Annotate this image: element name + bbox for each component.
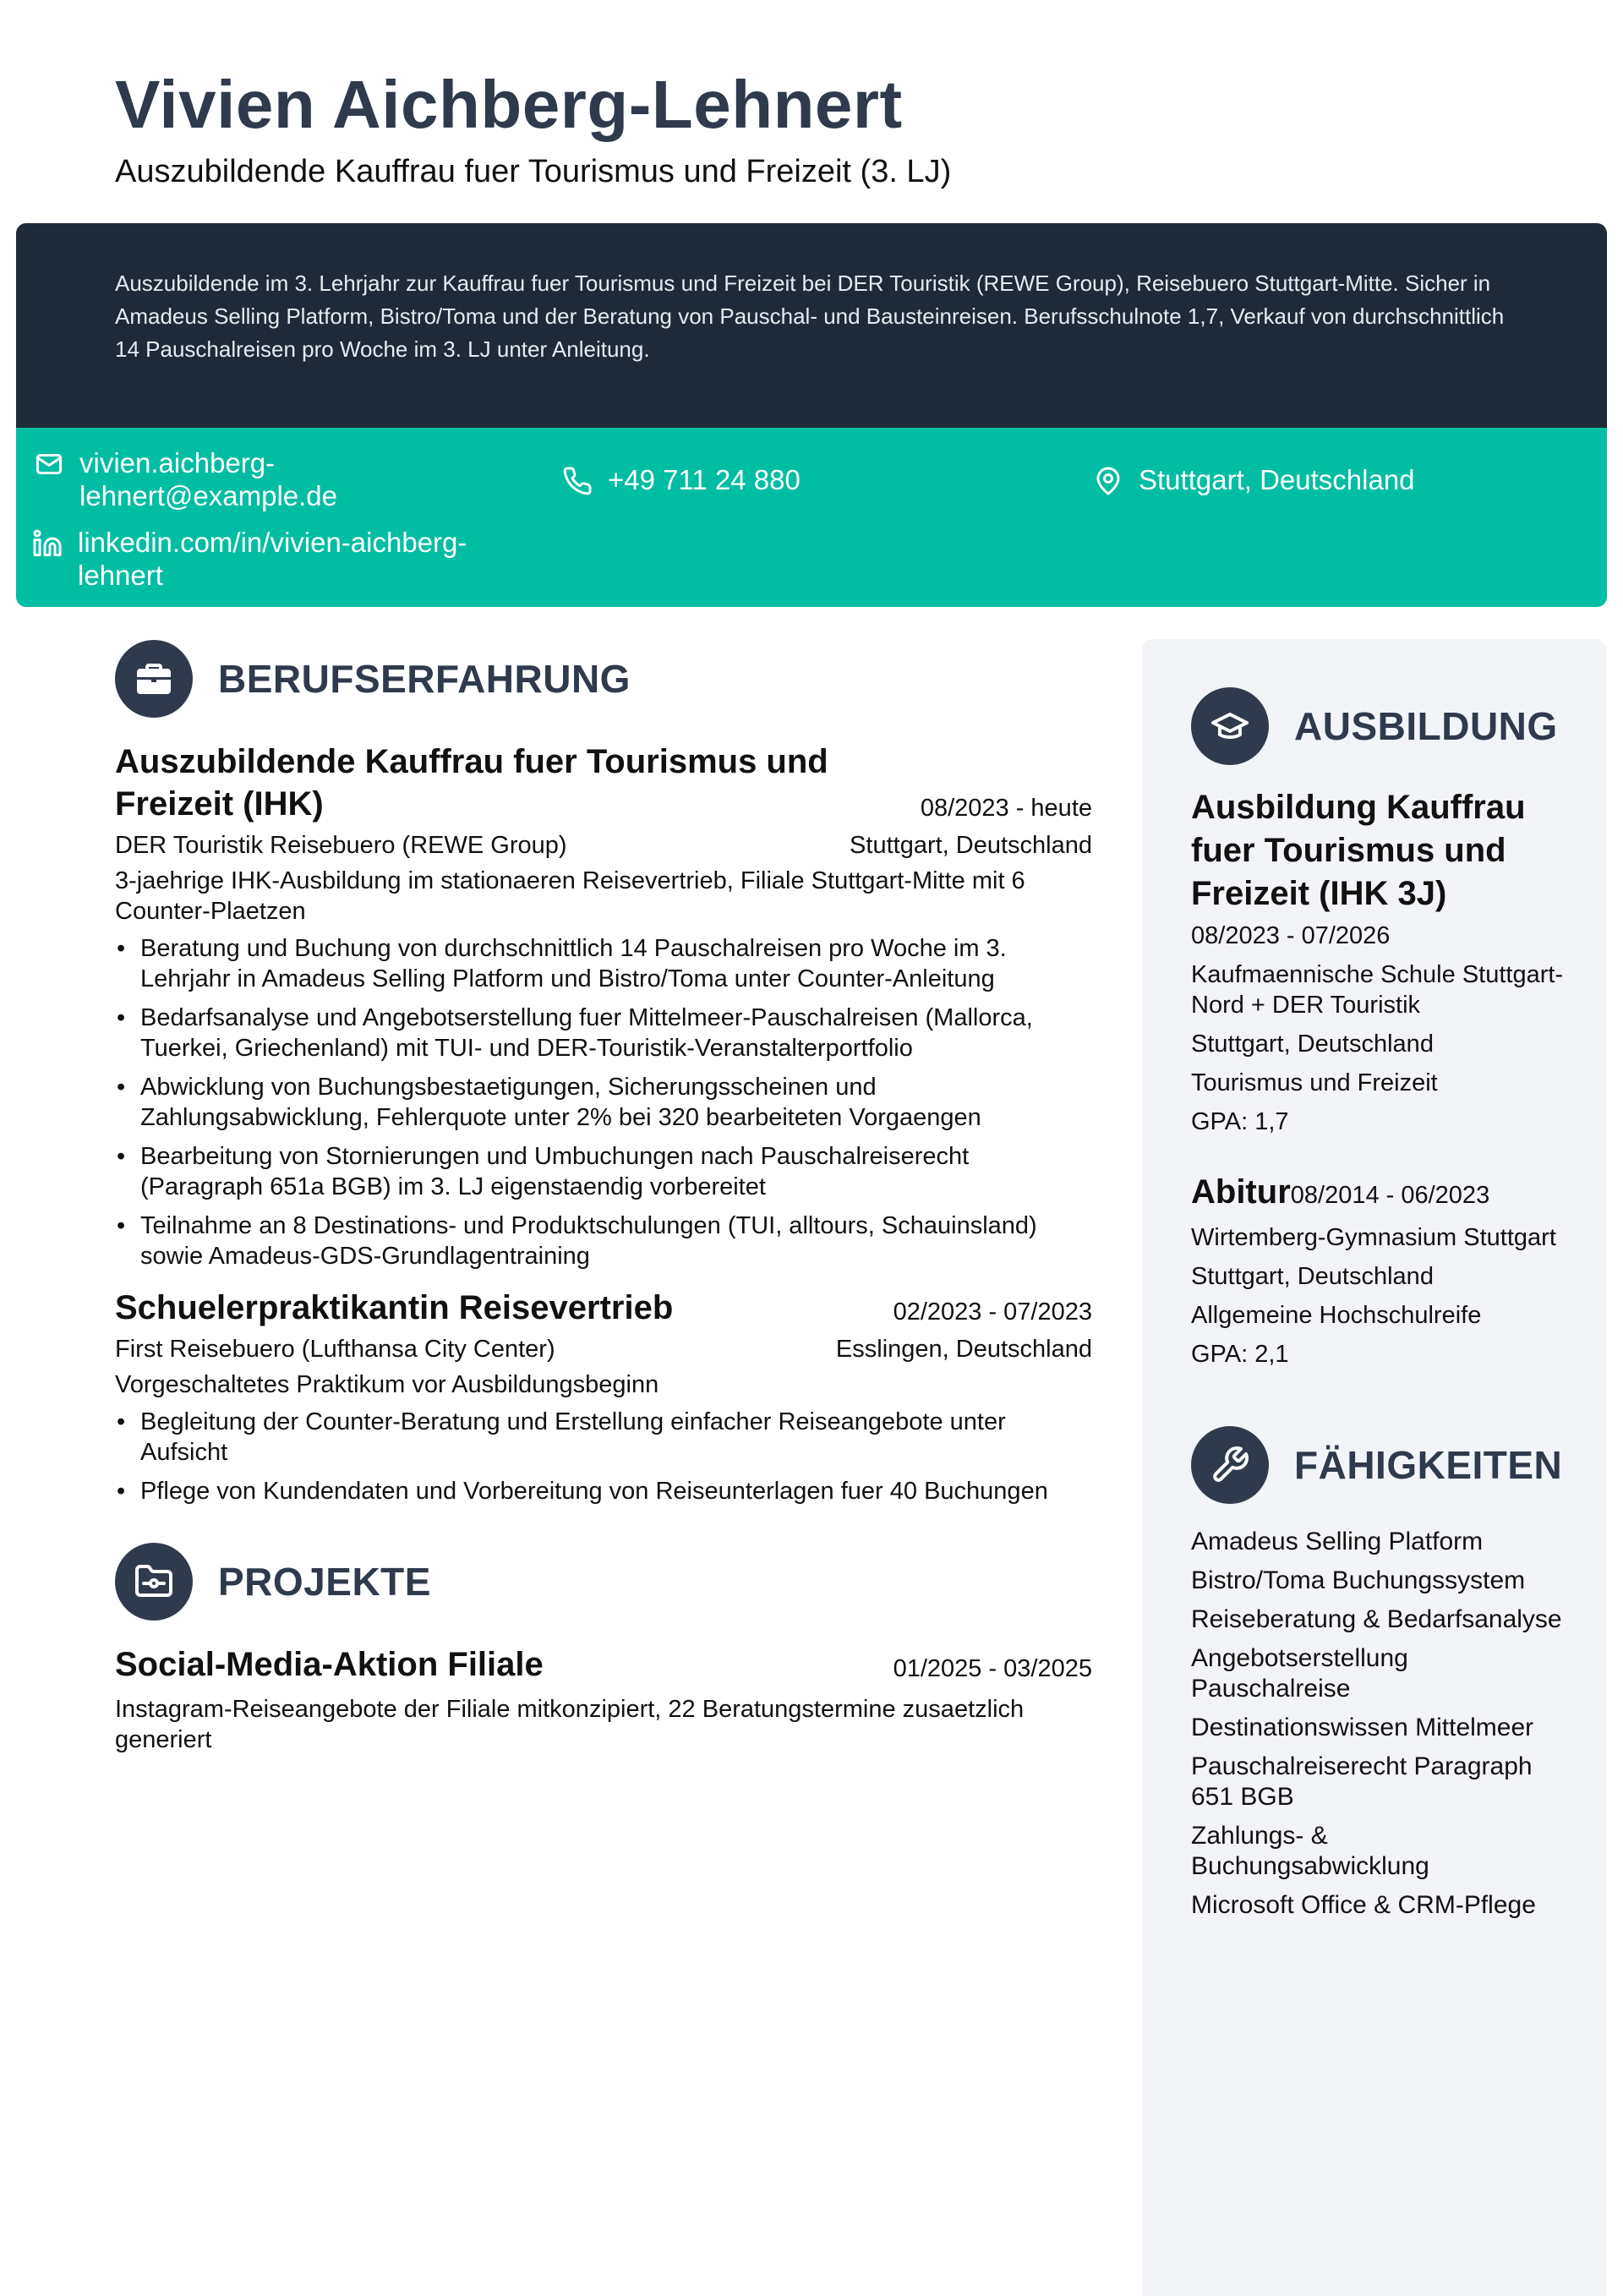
project-dates: 01/2025 - 03/2025 <box>893 1655 1092 1682</box>
candidate-name: Vivien Aichberg-Lehnert <box>115 67 903 142</box>
experience-item <box>115 1287 1092 1506</box>
skill-item: Bistro/Toma Buchungssystem <box>1191 1566 1526 1594</box>
sidebar <box>1142 639 1606 2296</box>
school-location: Stuttgart, Deutschland <box>1191 1030 1434 1058</box>
skills-heading <box>1191 1425 1564 1505</box>
job-location: Esslingen, Deutschland <box>835 1336 1092 1363</box>
school-location: Stuttgart, Deutschland <box>1191 1263 1434 1290</box>
briefcase-icon <box>115 640 193 718</box>
linkedin-icon <box>32 528 63 559</box>
education-title: AUSBILDUNG <box>1294 704 1558 748</box>
experience-item <box>115 741 1092 1271</box>
bullet-item: • Pflege von Kundendaten und Vorbereitung von Reiseunterlagen fuer 40 Buchungen <box>115 1476 1092 1506</box>
job-dates: 08/2023 - heute <box>920 795 1092 822</box>
education-item <box>1191 1171 1564 1369</box>
folder-icon <box>115 1543 193 1621</box>
field-of-study: Allgemeine Hochschulreife <box>1191 1302 1482 1329</box>
phone-text: +49 711 24 880 <box>608 464 801 495</box>
skill-item: Angebotserstellung Pauschalreise <box>1191 1644 1408 1703</box>
field-of-study: Tourismus und Freizeit <box>1191 1069 1438 1096</box>
gpa: GPA: 1,7 <box>1191 1108 1289 1135</box>
summary-text: Auszubildende im 3. Lehrjahr zur Kauffrau fuer Tourismus und Freizeit bei DER Touristik (REWE Group), Reisebuero Stuttgart-Mitte. Sicher in Amadeus Selling Platform, Bistro/Toma und der Beratung von Pauschal- und Bausteinreisen. Berufsschulnote 1,7, Verkauf von durchschnittlich 14 Pauschalreisen pro Woche im 3. LJ unter Anleitung. <box>115 271 1505 362</box>
school-name: Kaufmaennische Schule Stuttgart-Nord + DER Touristik <box>1191 961 1564 1019</box>
job-title: Auszubildende Kauffrau fuer Tourismus und Freizeit (IHK) <box>115 743 828 823</box>
education-dates: 08/2023 - 07/2026 <box>1191 922 1391 949</box>
experience-title: BERUFSERFAHRUNG <box>218 657 631 701</box>
gpa: GPA: 2,1 <box>1191 1341 1289 1368</box>
education-dates: 08/2014 - 06/2023 <box>1290 1182 1490 1209</box>
main-column <box>115 639 1092 1755</box>
bullet-item: • Teilnahme an 8 Destinations- und Produktschulungen (TUI, alltours, Schauinsland) sowie Amadeus-GDS-Grundlagentraining <box>115 1211 1092 1271</box>
school-name: Wirtemberg-Gymnasium Stuttgart <box>1191 1224 1556 1251</box>
skills-list <box>1191 1527 1564 1921</box>
bullet-item: • Bearbeitung von Stornierungen und Umbuchungen nach Pauschalreiserecht (Paragraph 651a BGB) im 3. LJ eigenstaendig vorbereitet <box>115 1141 1092 1202</box>
candidate-title: Auszubildende Kauffrau fuer Tourismus und Freizeit (3. LJ) <box>115 154 952 189</box>
job-bullets <box>115 933 1092 1271</box>
job-location: Stuttgart, Deutschland <box>850 832 1092 859</box>
location-text: Stuttgart, Deutschland <box>1139 464 1415 495</box>
skill-item: Reiseberatung & Bedarfsanalyse <box>1191 1605 1562 1633</box>
job-bullets <box>115 1407 1092 1506</box>
contact-bar <box>16 428 1607 607</box>
skills-title: FÄHIGKEITEN <box>1294 1443 1563 1487</box>
job-dates: 02/2023 - 07/2023 <box>893 1298 1092 1326</box>
graduation-cap-icon <box>1191 687 1269 765</box>
skill-item: Destinationswissen Mittelmeer <box>1191 1714 1534 1741</box>
bullet-item: • Begleitung der Counter-Beratung und Erstellung einfacher Reiseangebote unter Aufsicht <box>115 1407 1092 1468</box>
skill-item: Microsoft Office & CRM-Pflege <box>1191 1891 1536 1919</box>
bullet-item: • Bedarfsanalyse und Angebotserstellung fuer Mittelmeer-Pauschalreisen (Mallorca, Tuerkei, Griechenland) mit TUI- und DER-Touristik-Veranstalterportfolio <box>115 1003 1092 1063</box>
project-description: Instagram-Reiseangebote der Filiale mitkonzipiert, 22 Beratungstermine zusaetzlich generiert <box>115 1696 1025 1753</box>
job-title: Schuelerpraktikantin Reisevertrieb <box>115 1289 674 1326</box>
bullet-item: • Abwicklung von Buchungsbestaetigungen, Sicherungsscheinen und Zahlungsabwicklung, Fehlerquote unter 2% bei 320 bearbeiteten Vorgaengen <box>115 1072 1092 1133</box>
location-pin-icon <box>1093 466 1123 496</box>
projects-title: PROJEKTE <box>218 1560 431 1604</box>
project-item <box>115 1643 1092 1755</box>
degree-title: Ausbildung Kauffrau fuer Tourismus und Freizeit (IHK 3J) <box>1191 789 1526 912</box>
bullet-item: • Beratung und Buchung von durchschnittlich 14 Pauschalreisen pro Woche im 3. Lehrjahr in Amadeus Selling Platform und Bistro/Toma unter Counter-Anleitung <box>115 933 1092 994</box>
linkedin-text: linkedin.com/in/vivien-aichberg-lehnert <box>78 527 467 591</box>
experience-heading <box>115 639 1092 719</box>
contact-phone[interactable] <box>562 463 1002 496</box>
degree-title: Abitur <box>1191 1173 1291 1211</box>
job-description: Vorgeschaltetes Praktikum vor Ausbildungsbeginn <box>115 1371 659 1398</box>
education-heading <box>1191 686 1564 766</box>
resume-header <box>115 64 1552 193</box>
company-name: DER Touristik Reisebuero (REWE Group) <box>115 832 567 859</box>
job-description: 3-jaehrige IHK-Ausbildung im stationaeren Reisevertrieb, Filiale Stuttgart-Mitte mit 6 Counter-Plaetzen <box>115 867 1025 925</box>
email-text: vivien.aichberg-lehnert@example.de <box>79 447 338 511</box>
wrench-icon <box>1191 1426 1269 1504</box>
skill-item: Amadeus Selling Platform <box>1191 1528 1484 1555</box>
company-name: First Reisebuero (Lufthansa City Center) <box>115 1336 555 1363</box>
skill-item: Zahlungs- & Buchungsabwicklung <box>1191 1822 1429 1880</box>
summary-section <box>16 223 1607 429</box>
phone-icon <box>562 466 593 496</box>
projects-heading <box>115 1542 1092 1621</box>
project-title: Social-Media-Aktion Filiale <box>115 1646 544 1683</box>
contact-linkedin[interactable] <box>32 526 505 592</box>
education-item <box>1191 786 1564 1137</box>
mail-icon <box>34 449 64 479</box>
contact-email[interactable] <box>34 446 363 512</box>
skill-item: Pauschalreiserecht Paragraph 651 BGB <box>1191 1752 1533 1811</box>
contact-location <box>1093 463 1566 496</box>
